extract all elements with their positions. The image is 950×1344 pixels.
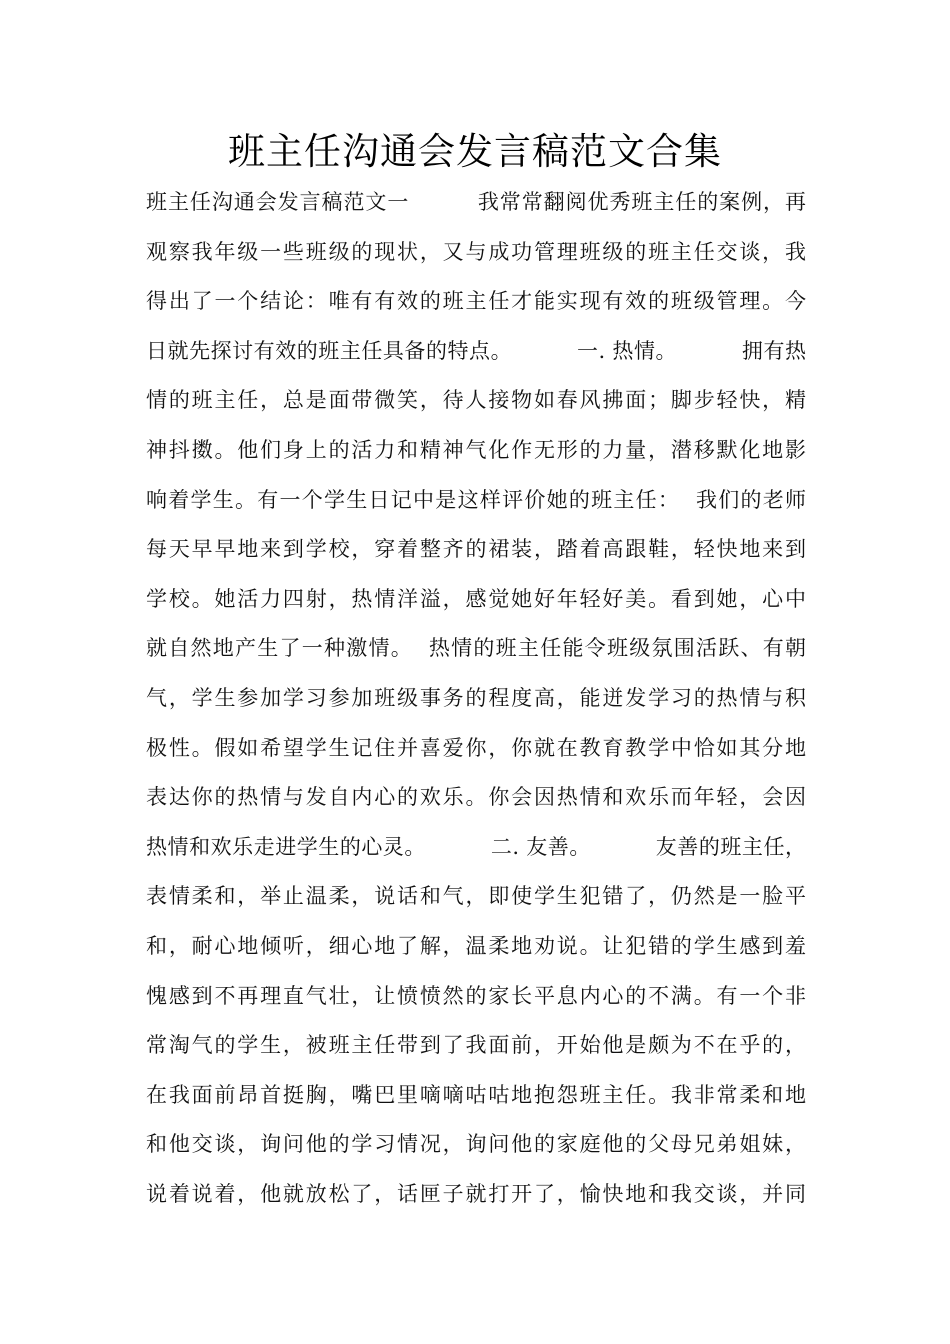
text-line: 每天早早地来到学校，穿着整齐的裙装，踏着高跟鞋，轻快地来到 xyxy=(146,537,806,562)
text-line: 愧感到不再理直气壮，让愤愤然的家长平息内心的不满。有一个非 xyxy=(146,983,806,1008)
text-line: 就自然地产生了一种激情。 热情的班主任能令班级氛围活跃、有朝 xyxy=(146,636,806,661)
text-line: 学校。她活力四射，热情洋溢，感觉她好年轻好美。看到她，心中 xyxy=(146,586,806,611)
text-line: 常淘气的学生，被班主任带到了我面前，开始他是颇为不在乎的， xyxy=(146,1033,806,1058)
text-line: 表情柔和，举止温柔，说话和气，即使学生犯错了，仍然是一脸平 xyxy=(146,884,806,909)
document-body xyxy=(146,178,806,1219)
text-line: 日就先探讨有效的班主任具备的特点。 一. 热情。 拥有热 xyxy=(146,338,806,363)
text-line: 在我面前昂首挺胸，嘴巴里嘀嘀咕咕地抱怨班主任。我非常柔和地 xyxy=(146,1082,806,1107)
text-line: 表达你的热情与发自内心的欢乐。你会因热情和欢乐而年轻，会因 xyxy=(146,785,806,810)
text-line: 热情和欢乐走进学生的心灵。 二. 友善。 友善的班主任， xyxy=(146,834,806,859)
text-line: 说着说着，他就放松了，话匣子就打开了，愉快地和我交谈，并同 xyxy=(146,1181,806,1206)
text-line: 和，耐心地倾听，细心地了解，温柔地劝说。让犯错的学生感到羞 xyxy=(146,933,806,958)
text-line: 班主任沟通会发言稿范文一 我常常翻阅优秀班主任的案例，再 xyxy=(146,190,806,214)
text-line: 情的班主任，总是面带微笑，待人接物如春风拂面；脚步轻快，精 xyxy=(146,388,806,413)
text-line: 观察我年级一些班级的现状，又与成功管理班级的班主任交谈，我 xyxy=(146,239,806,264)
text-line: 响着学生。有一个学生日记中是这样评价她的班主任： 我们的老师 xyxy=(146,487,806,512)
document-title: 班主任沟通会发言稿范文合集 xyxy=(228,130,722,173)
text-line: 神抖擞。他们身上的活力和精神气化作无形的力量，潜移默化地影 xyxy=(146,437,806,462)
text-line: 极性。假如希望学生记住并喜爱你，你就在教育教学中恰如其分地 xyxy=(146,735,806,760)
text-line: 和他交谈，询问他的学习情况，询问他的家庭他的父母兄弟姐妹， xyxy=(146,1132,806,1157)
text-line: 气，学生参加学习参加班级事务的程度高，能迸发学习的热情与积 xyxy=(146,685,806,710)
text-line: 得出了一个结论：唯有有效的班主任才能实现有效的班级管理。今 xyxy=(146,289,806,314)
